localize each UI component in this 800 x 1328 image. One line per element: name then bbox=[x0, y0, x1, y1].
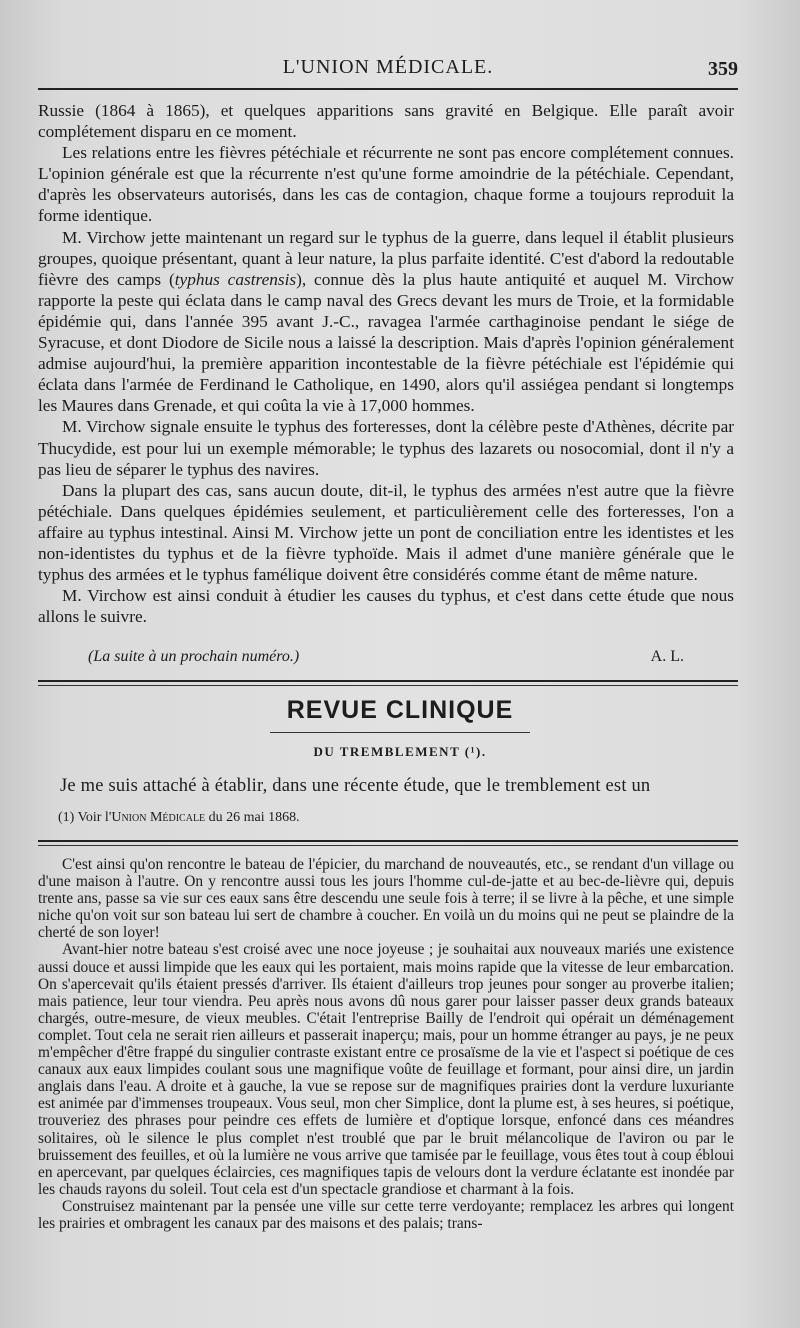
page-number: 359 bbox=[708, 58, 738, 80]
article-paragraph: M. Virchow est ainsi conduit à étudier les causes du typhus, et c'est dans cette étude que nous allons le suivre. bbox=[38, 586, 734, 627]
section-subtitle: DU TREMBLEMENT (¹). bbox=[313, 744, 487, 759]
article-text: ), connue dès la plus haute antiquité et auquel M. Virchow rapporte la peste qui éclata dans le camp naval des Grecs devant les murs de Troie, et la formidable épidémie qui, dans l'année 395 avant J.-C., ravagea l'armée carthaginoise pendant le siége de Syracuse, et dont Diodore de Sicile nous a laissé la description. Mais d'après l'opinion généralement admise aujourd'hui, la première apparition incontestable de la fièvre pétéchiale est l'épidémie qui éclata dans l'armée de Ferdinand le Catholique, en 1490, alors qu'il assiégea pendant si longtemps les Maures dans Grenade, et qui coûta la vie à 17,000 hommes. bbox=[38, 269, 734, 416]
feuilleton-paragraph: C'est ainsi qu'on rencontre le bateau de l'épicier, du marchand de nouveautés, etc., se rendant d'un village ou d'une maison à l'autre. On y rencontre aussi tous les jours l'homme cul-de-jatte et au bec-de-lièvre qui, depuis trente ans, passe sa vie sur ces eaux sans être descendu une seule fois à terre; il se livre à la pêche, et une simple niche qu'on voit sur son bateau lui sert de chambre à coucher. En voilà un du moins qui ne peut se plaindre de la cherté de son loyer! bbox=[38, 856, 734, 942]
header-rule bbox=[38, 88, 738, 90]
feuilleton-rule-thin bbox=[38, 845, 738, 846]
feuilleton-paragraph: Construisez maintenant par la pensée une ville sur cette terre verdoyante; remplacez les arbres qui longent les prairies et ombragent les canaux par des maisons et des palais; trans- bbox=[38, 1197, 734, 1232]
feuilleton-rule bbox=[38, 840, 738, 842]
footnote-journal: Union Médicale bbox=[111, 810, 206, 825]
section-rule-top-thin bbox=[38, 685, 738, 686]
section-title: REVUE CLINIQUE bbox=[286, 696, 514, 724]
feuilleton-body bbox=[38, 856, 734, 1232]
footnote-suffix: du 26 mai 1868. bbox=[205, 810, 300, 825]
section-rule-top bbox=[38, 680, 738, 682]
author-signature: A. L. bbox=[650, 648, 684, 665]
article-paragraph: Dans la plupart des cas, sans aucun doute, dit-il, le typhus des armées n'est autre que la fièvre pétéchiale. Dans quelques épidémies seulement, et particulièrement celle des forteresses, l'on a affaire au typhus intestinal. Ainsi M. Virchow jette un pont de conciliation entre les identistes et les non-identistes du typhus et de la fièvre typhoïde. Mais il admet d'une manière générale que le typhus des armées et le typhus famélique doivent être considérés comme étant de même nature. bbox=[38, 480, 734, 585]
section-opening-line: Je me suis attaché à établir, dans une récente étude, que le tremblement est un bbox=[60, 776, 651, 796]
article-text: M. Virchow jette maintenant un regard sur le typhus de la guerre, dans lequel il établit plusieurs groupes, quoique présentant, quant à leur nature, la plus parfaite identité. C'est d'abord la redoutable fièvre des camps ( bbox=[38, 227, 734, 289]
running-title: L'UNION MÉDICALE. bbox=[282, 56, 494, 78]
footnote-prefix: (1) Voir l' bbox=[58, 810, 112, 825]
continuation-note: (La suite à un prochain numéro.) bbox=[88, 648, 300, 665]
footnote bbox=[58, 810, 300, 826]
latin-term: typhus castrensis bbox=[174, 269, 297, 289]
article-paragraph: Russie (1864 à 1865), et quelques apparitions sans gravité en Belgique. Elle paraît avoir complétement disparu en ce moment. bbox=[38, 101, 734, 142]
article-paragraph: Les relations entre les fièvres pétéchiale et récurrente ne sont pas encore complétement connues. L'opinion générale est que la récurrente n'est qu'une forme amoindrie de la pétéchiale. Cependant, d'après les observateurs autorisés, dans les cas de contagion, chaque forme a toujours reproduit la forme identique. bbox=[38, 143, 734, 226]
article-paragraph: M. Virchow signale ensuite le typhus des forteresses, dont la célèbre peste d'Athènes, décrite par Thucydide, est pour lui un exemple mémorable; le typhus des lazarets ou nosocomial, dont il n'y a pas lieu de séparer le typhus des navires. bbox=[38, 417, 734, 479]
page-header bbox=[38, 56, 738, 86]
title-underline bbox=[270, 732, 530, 733]
article-paragraph bbox=[38, 227, 734, 417]
article-body bbox=[38, 100, 734, 627]
feuilleton-paragraph: Avant-hier notre bateau s'est croisé avec une noce joyeuse ; je souhaitai aux nouveaux mariés une existence aussi douce et aussi limpide que les eaux qui les portaient, mais moins rapide que la vitesse de leur embarcation. On s'apercevait qu'ils étaient pressés d'arriver. Ils étaient d'ailleurs trop jeunes pour songer au proverbe italien; mais patience, leur tour viendra. Peu après nous avons dû nous garer pour laisser passer deux grands bateaux chargés, outre-mesure, de vieux meubles. C'était l'entreprise Bailly de l'endroit qui opérait un déménagement complet. Tout cela ne serait rien ailleurs et passerait inaperçu; mais, pour un homme étranger au pays, je ne peux m'empêcher d'être frappé du singulier contraste existant entre ce prosaïsme de la vie et l'aspect si poétique de ces canaux aux eaux limpides coulant sous une magnifique voûte de feuillage et formant, pour ainsi dire, un jardin anglais dans l'eau. A droite et à gauche, la vue se repose sur de magnifiques prairies dont la verdure luxuriante est animée par d'immenses troupeaux. Vous seul, mon cher Simplice, dont la plume est, à ses heures, si poétique, trouveriez des phrases pour peindre ces effets de lumière et d'optique lorsque, enfoncé dans ces méandres solitaires, où le silence le plus complet n'est troublé que par le bruit mélancolique de l'aviron ou par le bruissement des feuilles, et où la lumière ne vous arrive que tamisée par le feuillage, vous êtes tout à coup ébloui en apercevant, par quelques éclaircies, ces magnifiques tapis de velours dont la verdure éclatante est inondée par les chauds rayons du soleil. Tout cela est d'un spectacle grandiose et charmant à la fois. bbox=[38, 941, 734, 1198]
